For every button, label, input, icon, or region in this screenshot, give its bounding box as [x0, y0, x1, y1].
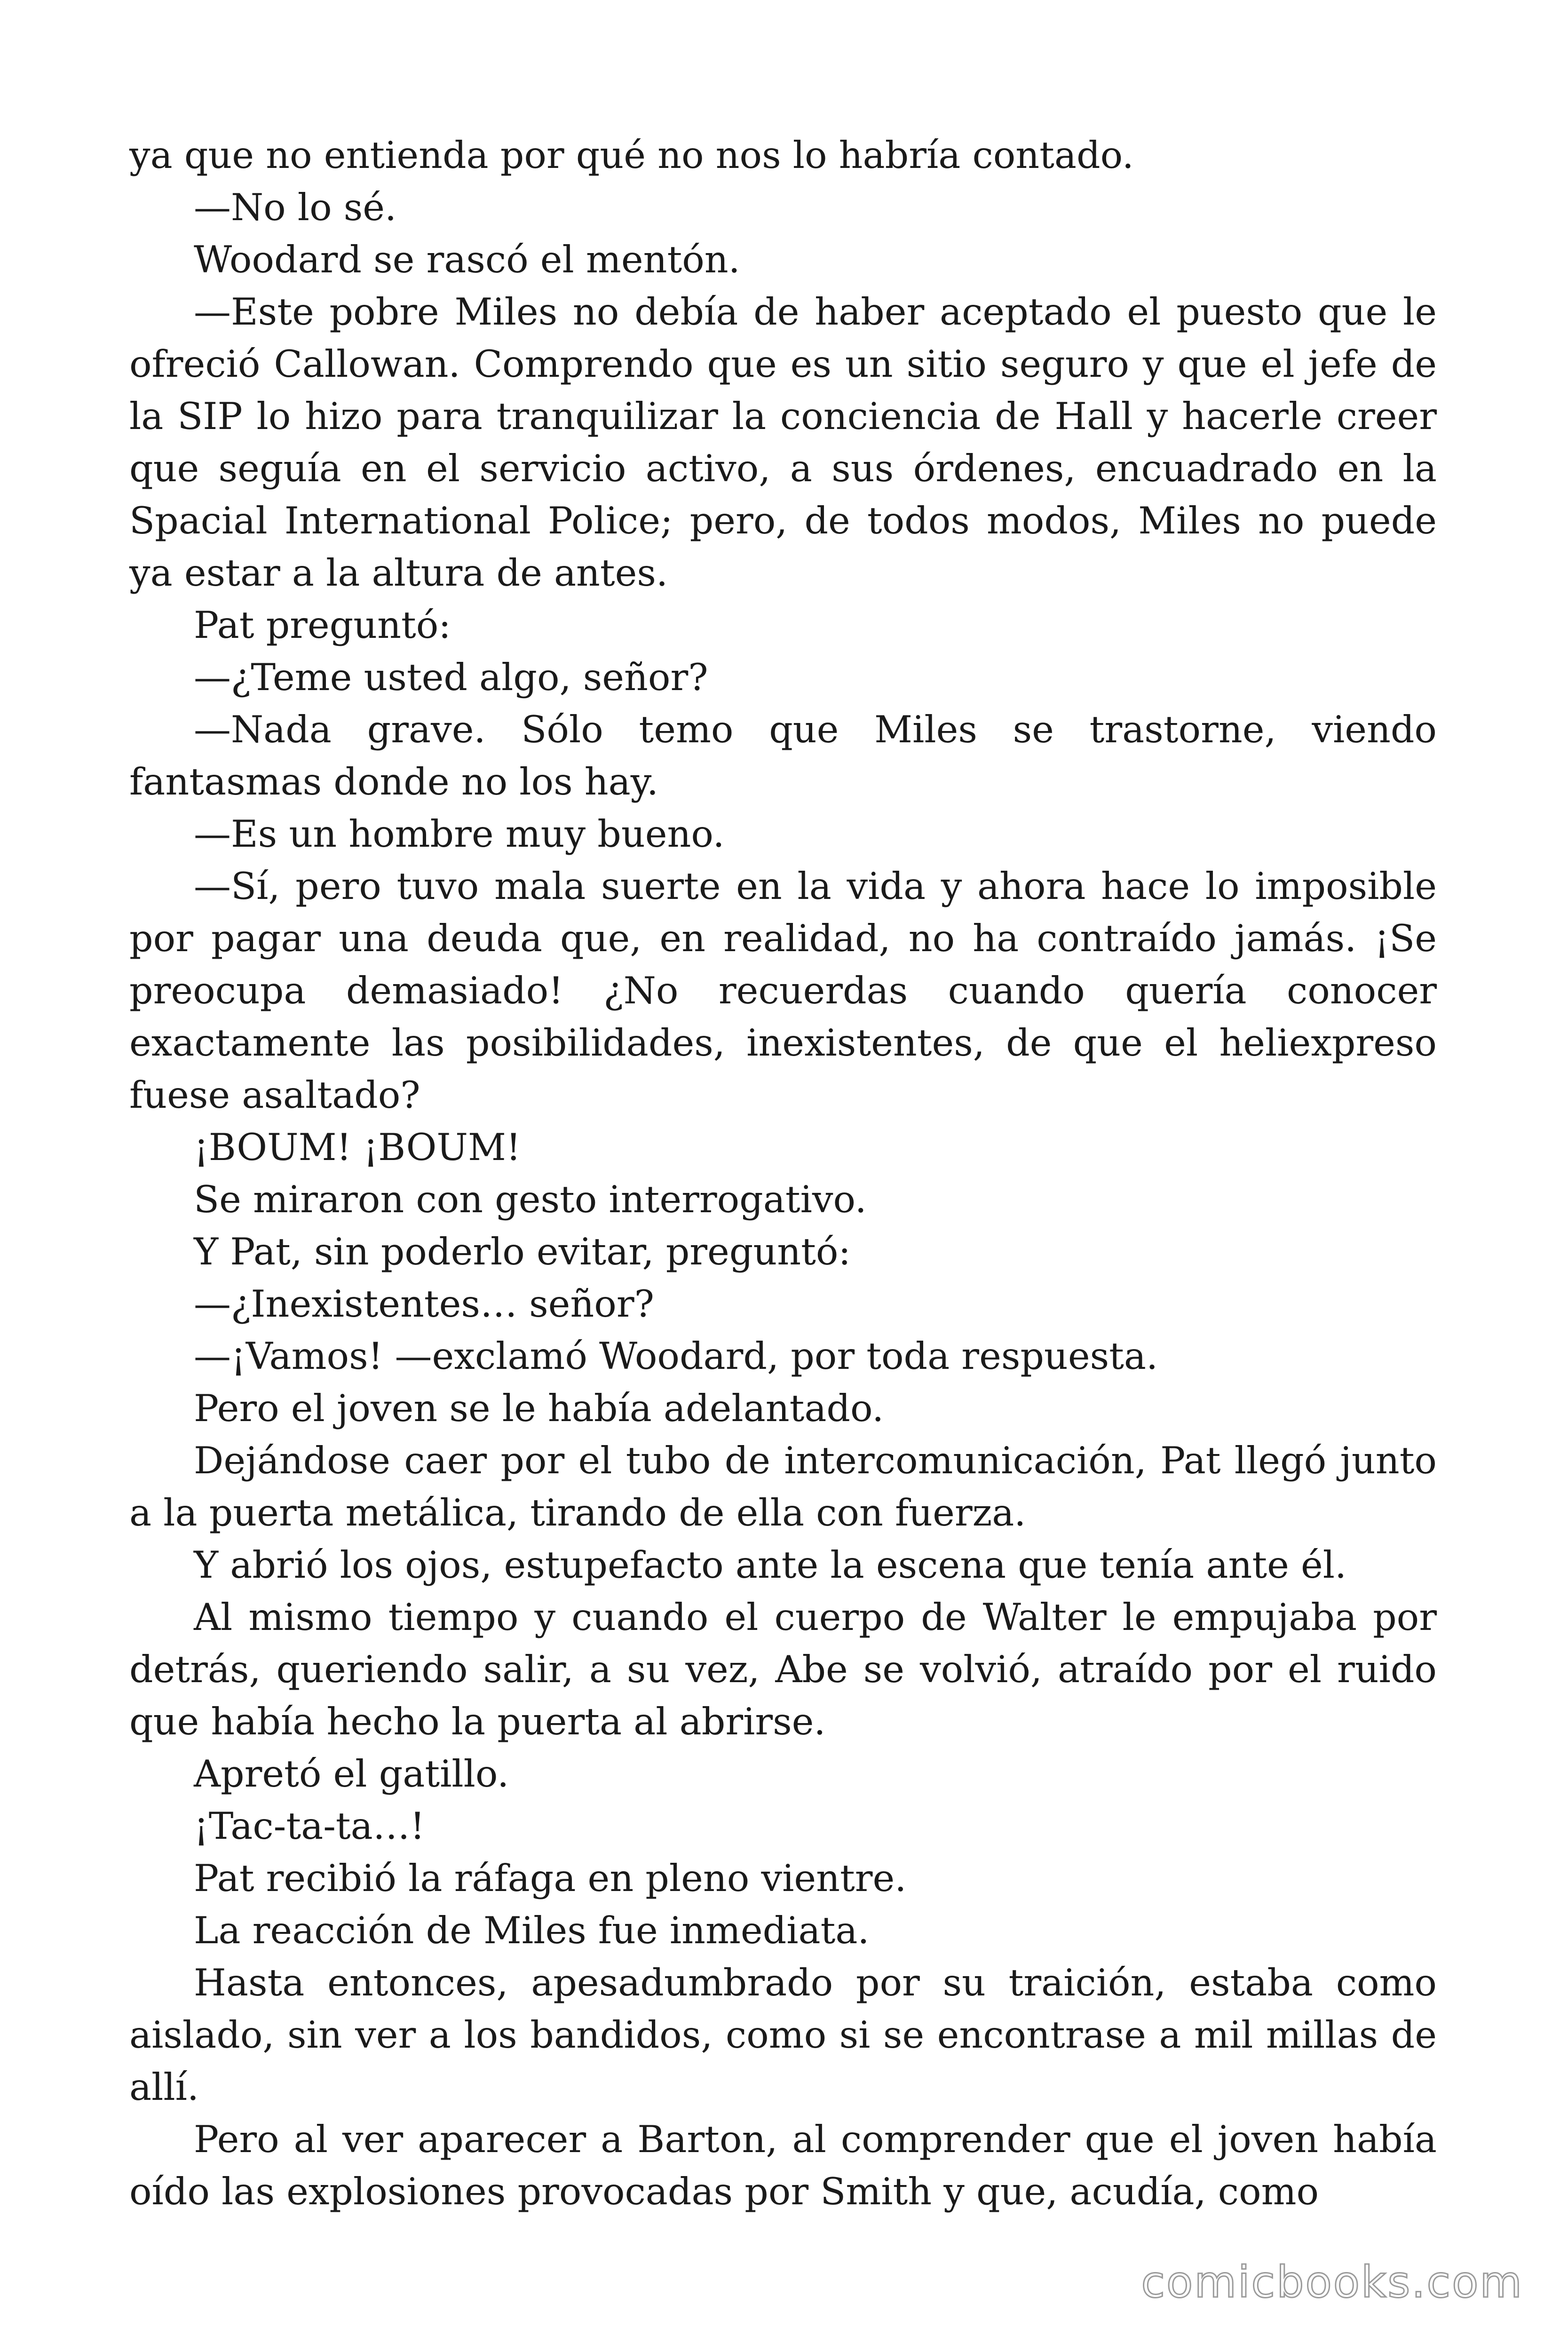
paragraph: Apretó el gatillo.: [194, 1752, 509, 1796]
paragraph: —No lo sé.: [194, 186, 397, 229]
paragraph: ¡BOUM! ¡BOUM!: [194, 1126, 521, 1169]
paragraph: La reacción de Miles fue inmediata.: [194, 1909, 870, 1952]
paragraph: Se miraron con gesto interrogativo.: [194, 1178, 867, 1221]
paragraph: ¡Tac-ta-ta…!: [194, 1804, 425, 1848]
watermark: comicbooks.com: [1141, 2257, 1523, 2307]
paragraph: Pero el joven se le había adelantado.: [194, 1387, 884, 1430]
paragraph: Y Pat, sin poderlo evitar, preguntó:: [194, 1230, 851, 1273]
paragraph: Dejándose caer por el tubo de intercomunicación, Pat llegó junto a la puerta metálica, tirando de ella con fuerza.: [129, 1439, 1437, 1534]
paragraph: Pat preguntó:: [194, 604, 451, 647]
page-body: [129, 129, 1437, 2218]
paragraph: —¿Inexistentes… señor?: [194, 1282, 654, 1326]
paragraph: —¡Vamos! —exclamó Woodard, por toda respuesta.: [194, 1335, 1158, 1378]
paragraph: Pero al ver aparecer a Barton, al comprender que el joven había oído las explosiones provocadas por Smith y que, acudía, como: [129, 2118, 1437, 2213]
paragraph: —Es un hombre muy bueno.: [194, 812, 725, 856]
paragraph: Woodard se rascó el mentón.: [194, 238, 740, 281]
paragraph: Hasta entonces, apesadumbrado por su traición, estaba como aislado, sin ver a los bandidos, como si se encontrase a mil millas de allí.: [129, 1961, 1437, 2109]
paragraph: —¿Teme usted algo, señor?: [194, 656, 708, 699]
paragraph: Pat recibió la ráfaga en pleno vientre.: [194, 1857, 907, 1900]
paragraph: —Este pobre Miles no debía de haber aceptado el puesto que le ofreció Callowan. Comprendo que es un sitio seguro y que el jefe de la SIP lo hizo para tranquilizar la conciencia de Hall y hacerle creer que seguía en el servicio activo, a sus órdenes, encuadrado en la Spacial International Police; pero, de todos modos, Miles no puede ya estar a la altura de antes.: [129, 290, 1437, 595]
paragraph: Al mismo tiempo y cuando el cuerpo de Walter le empujaba por detrás, queriendo salir, a su vez, Abe se volvió, atraído por el ruido que había hecho la puerta al abrirse.: [129, 1596, 1437, 1743]
paragraph: —Nada grave. Sólo temo que Miles se trastorne, viendo fantasmas donde no los hay.: [129, 708, 1437, 803]
paragraph: Y abrió los ojos, estupefacto ante la escena que tenía ante él.: [194, 1543, 1347, 1587]
paragraph: ya que no entienda por qué no nos lo habría contado.: [129, 134, 1134, 177]
paragraph: —Sí, pero tuvo mala suerte en la vida y ahora hace lo imposible por pagar una deuda que, en realidad, no ha contraído jamás. ¡Se preocupa demasiado! ¿No recuerdas cuando quería conocer exactamente las posibilidades, inexistentes, de que el heliexpreso fuese asaltado?: [129, 865, 1437, 1117]
